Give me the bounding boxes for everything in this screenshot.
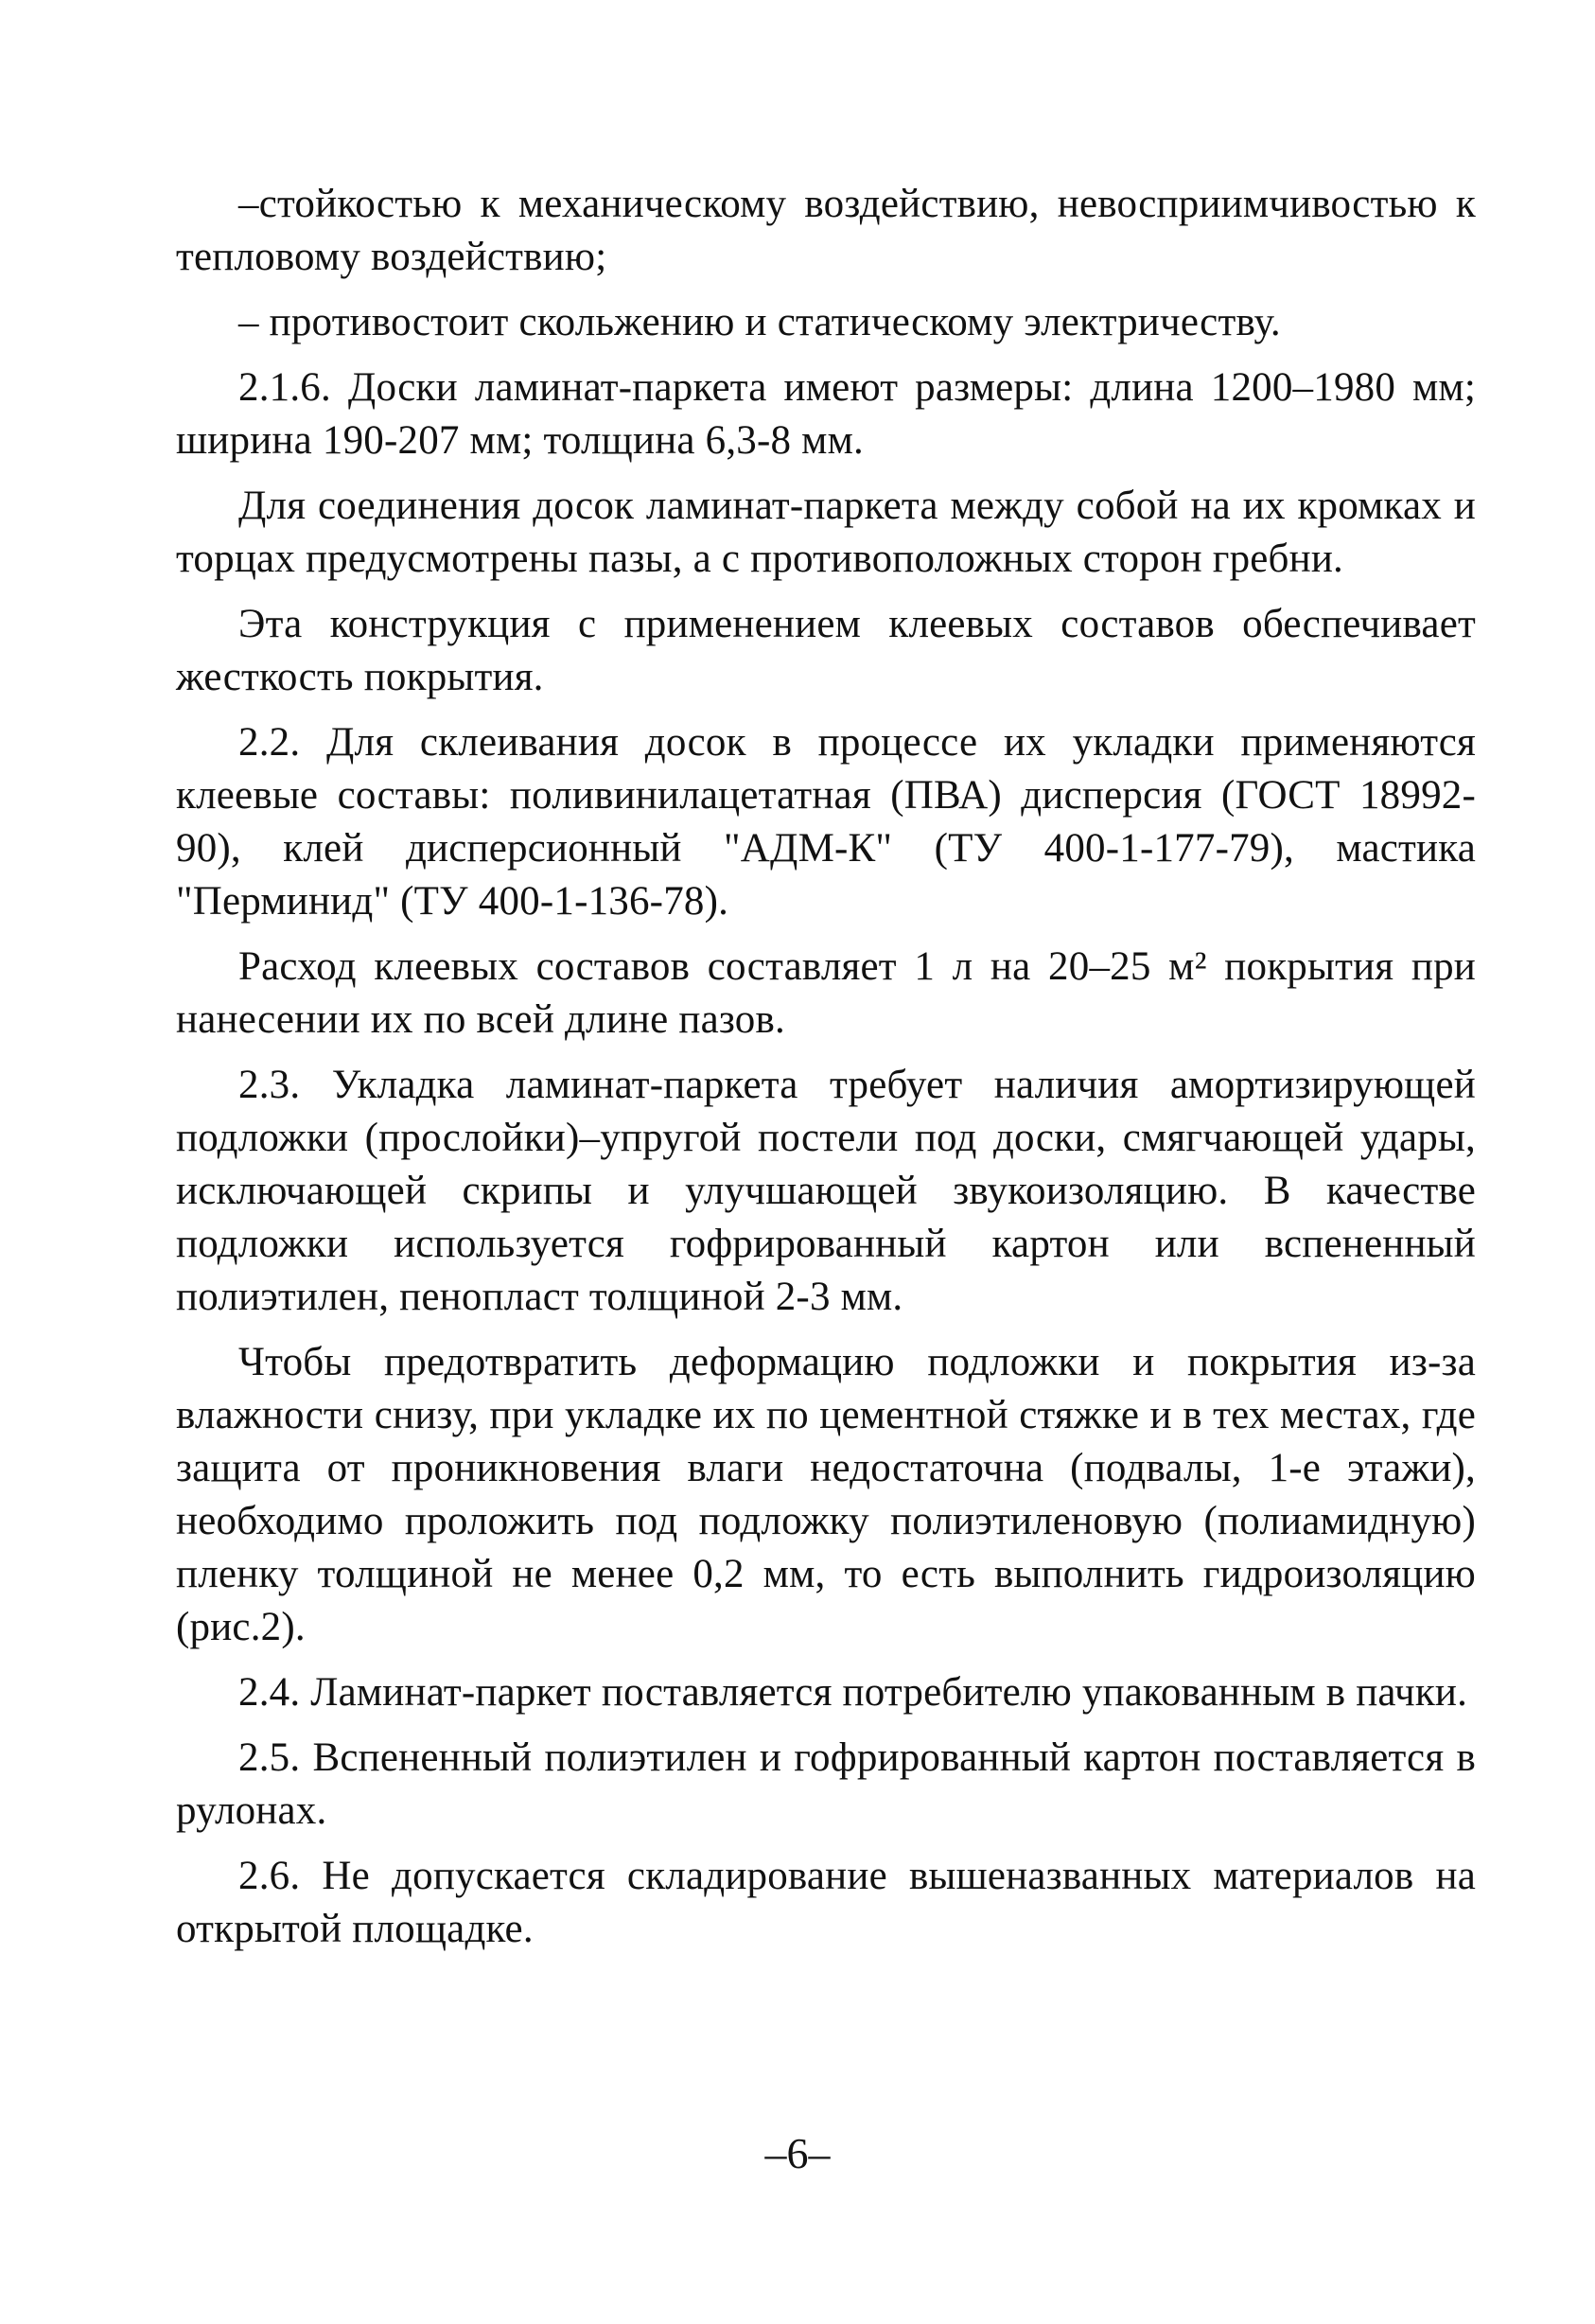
paragraph: Эта конструкция с применением клеевых составов обеспечивает жесткость покрытия. bbox=[176, 602, 1476, 699]
paragraph: 2.3. Укладка ламинат-паркета требует наличия амортизирующей подложки (прослойки)–упругой постели под доски, смягчающей удары, исключающей скрипы и улучшающей звукоизоляцию. В качестве подложки используется гофрированный картон или вспененный полиэтилен, пенопласт толщиной 2-3 мм. bbox=[176, 1063, 1476, 1319]
paragraph: 2.6. Не допускается складирование вышеназванных материалов на открытой площадке. bbox=[176, 1854, 1476, 1951]
paragraph: 2.2. Для склеивания досок в процессе их укладки применяются клеевые составы: поливинилацетатная (ПВА) дисперсия (ГОСТ 18992-90), клей дисперсионный "АДМ-К" (ТУ 400-1-177-79), мастика "Перминид" (ТУ 400-1-136-78). bbox=[176, 720, 1476, 924]
page-number: –6– bbox=[764, 2129, 831, 2177]
paragraph: Расход клеевых составов составляет 1 л на 20–25 м² покрытия при нанесении их по всей длине пазов. bbox=[176, 944, 1476, 1042]
paragraph: Для соединения досок ламинат-паркета между собой на их кромках и торцах предусмотрены пазы, а с противоположных сторон гребни. bbox=[176, 484, 1476, 581]
paragraph: –стойкостью к механическому воздействию, невосприимчивостью к тепловому воздействию; bbox=[176, 182, 1476, 279]
paragraph: 2.4. Ламинат-паркет поставляется потребителю упакованным в пачки. bbox=[238, 1670, 1468, 1715]
paragraph: 2.1.6. Доски ламинат-паркета имеют размеры: длина 1200–1980 мм; ширина 190-207 мм; толщина 6,3-8 мм. bbox=[176, 365, 1476, 463]
paragraph: – противостоит скольжению и статическому электричеству. bbox=[238, 300, 1281, 344]
paragraph: Чтобы предотвратить деформацию подложки и покрытия из-за влажности снизу, при укладке их по цементной стяжке и в тех местах, где защита от проникновения влаги недостаточна (подвалы, 1-е этажи), необходимо проложить под подложку полиэтиленовую (полиамидную) пленку толщиной не менее 0,2 мм, то есть выполнить гидроизоляцию (рис.2). bbox=[176, 1340, 1476, 1649]
paragraph: 2.5. Вспененный полиэтилен и гофрированный картон поставляется в рулонах. bbox=[176, 1735, 1476, 1833]
body-text bbox=[176, 178, 1476, 1968]
